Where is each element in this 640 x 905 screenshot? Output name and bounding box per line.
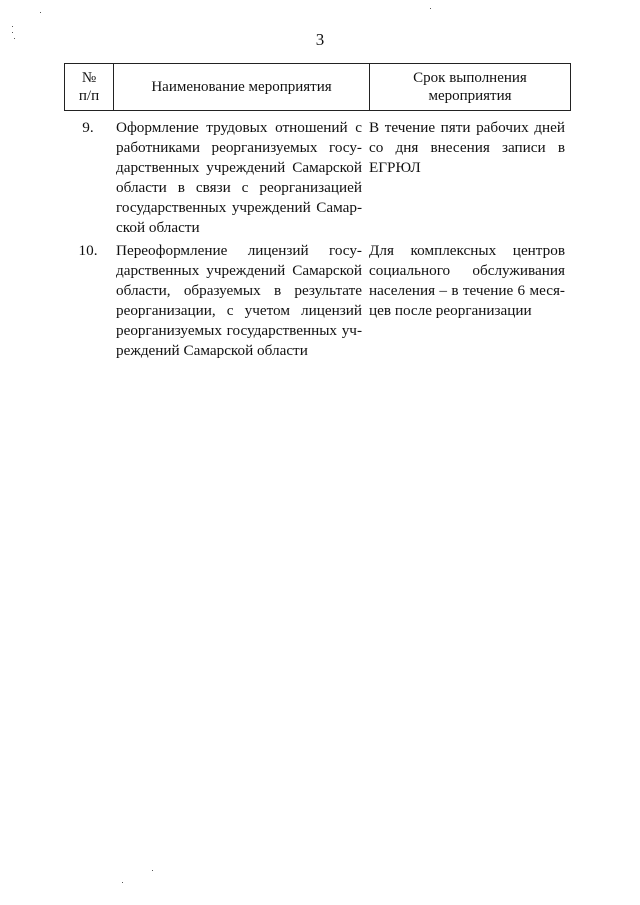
scan-speck bbox=[12, 32, 13, 33]
row-name-line: ской области bbox=[116, 219, 200, 236]
row-name-line: области, образуемых в результате bbox=[116, 282, 362, 299]
header-name-cell bbox=[114, 64, 370, 111]
header-term-line-1: Срок выполнения bbox=[413, 70, 527, 86]
row-name-line: реорганизации, с учетом лицензий bbox=[116, 302, 362, 319]
row-name-line: государственных учреждений Самар- bbox=[116, 199, 362, 216]
row-name bbox=[116, 118, 362, 238]
header-number-cell bbox=[65, 64, 114, 111]
row-name-line: Переоформление лицензий госу- bbox=[116, 242, 362, 259]
scan-speck bbox=[40, 12, 41, 13]
row-name-line: Оформление трудовых отношений с bbox=[116, 119, 362, 136]
row-term bbox=[369, 118, 565, 178]
row-term-line: со дня внесения записи в bbox=[369, 139, 565, 156]
row-name-line: области в связи с реорганизацией bbox=[116, 179, 362, 196]
row-term-line: ЕГРЮЛ bbox=[369, 159, 421, 176]
header-number-line-1: № bbox=[81, 70, 97, 86]
row-term-line: социального обслуживания bbox=[369, 262, 565, 279]
header-term-cell bbox=[370, 64, 571, 111]
header-number-line-2: п/п bbox=[78, 88, 100, 104]
header-name-label: Наименование мероприятия bbox=[151, 79, 332, 95]
scan-speck bbox=[152, 870, 153, 871]
scan-speck bbox=[430, 8, 431, 9]
row-term-line: В течение пяти рабочих дней bbox=[369, 119, 565, 136]
page-number: 3 bbox=[315, 30, 325, 49]
scan-speck bbox=[12, 26, 13, 27]
row-name-line: реорганизуемых государственных уч- bbox=[116, 322, 362, 339]
scan-speck bbox=[122, 882, 123, 883]
row-name-line: реждений Самарской области bbox=[116, 342, 308, 359]
row-number: 10. bbox=[78, 242, 98, 259]
header-term-line-2: мероприятия bbox=[428, 88, 512, 104]
row-name-line: дарственных учреждений Самарской bbox=[116, 159, 362, 176]
scan-speck bbox=[14, 38, 15, 39]
row-term bbox=[369, 241, 565, 321]
row-number: 9. bbox=[82, 119, 94, 136]
row-term-line: цев после реорганизации bbox=[369, 302, 532, 319]
table-header bbox=[64, 63, 571, 111]
row-term-line: населения – в течение 6 меся- bbox=[369, 282, 565, 299]
row-name-line: работниками реорганизуемых госу- bbox=[116, 139, 362, 156]
row-name-line: дарственных учреждений Самарской bbox=[116, 262, 362, 279]
row-name bbox=[116, 241, 362, 361]
row-term-line: Для комплексных центров bbox=[369, 242, 565, 259]
